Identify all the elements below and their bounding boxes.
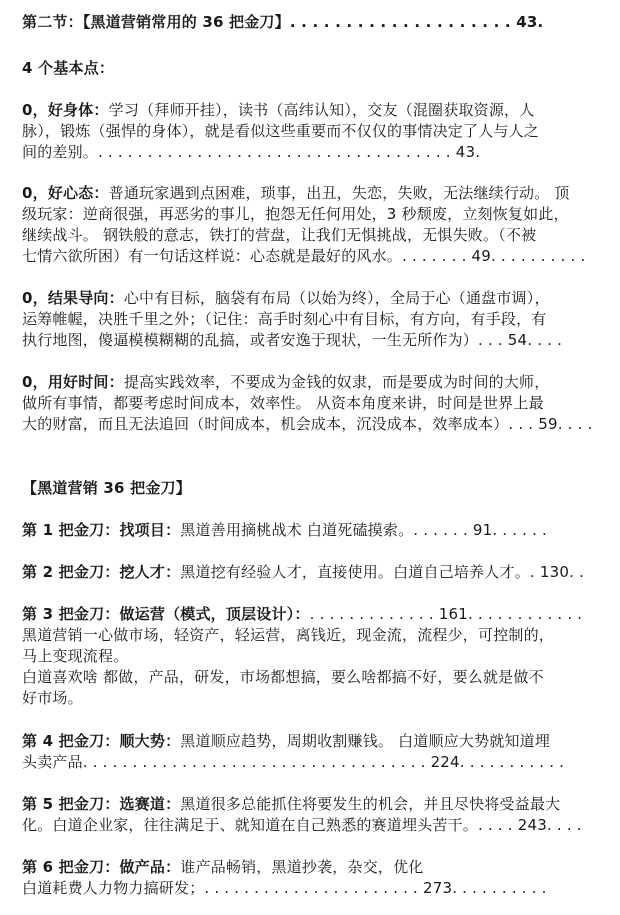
- line-label: 0，好身体：: [22, 101, 109, 119]
- knives-heading: 【黑道营销 36 把金刀】: [22, 479, 191, 497]
- line-label: 第 4 把金刀：顺大势：: [22, 732, 181, 750]
- knife-3-line: 马上变现流程。: [22, 647, 129, 665]
- knife-4-line: 头卖产品. . . . . . . . . . . . . . . . . . . . . . . . . . . . . . . . . . . 224. . . . . . . . . . .: [22, 753, 565, 771]
- point-result-line: 0，结果导向：心中有目标，脑袋有布局（以始为终），全局于心（通盘市调），: [22, 289, 550, 307]
- line-label: 第 1 把金刀：找项目：: [22, 521, 181, 539]
- knife-1-line: 第 1 把金刀：找项目：黑道善用摘桃战术 白道死磕摸索。. . . . . . 91. . . . . .: [22, 521, 548, 539]
- knife-2-line: 第 2 把金刀：挖人才：黑道挖有经验人才，直接使用。白道自己培养人才。. 130. .: [22, 563, 584, 581]
- point-time-line: 做所有事情，都要考虑时间成本，效率性。 从资本角度来讲，时间是世界上最: [22, 394, 544, 412]
- point-body-line: 0，好身体：学习（拜师开挂），读书（高纬认知），交友（混圈获取资源，人: [22, 101, 535, 119]
- knife-3-line: 黑道营销一心做市场，轻资产，轻运营，离钱近，现金流，流程少，可控制的，: [22, 626, 555, 644]
- point-result-line: 运筹帷幄，决胜千里之外；（记住：高手时刻心中有目标，有方向，有手段，有: [22, 310, 547, 328]
- knife-3-line: 好市场。: [22, 689, 83, 707]
- point-body-line: 脉），锻炼（强悍的身体），就是看似这些重要而不仅仅的事情决定了人与人之: [22, 122, 540, 140]
- line-label: 第 3 把金刀：做运营（模式，顶层设计）：: [22, 605, 310, 623]
- line-label: 第 2 把金刀：挖人才：: [22, 563, 181, 581]
- point-mind-line: 七情六欲所困）有一句话这样说：心态就是最好的风水。. . . . . . . 49. . . . . . . . . .: [22, 247, 586, 265]
- point-mind-line: 级玩家：逆商很强，再恶劣的事儿，抱怨无任何用处，3 秒颓废，立刻恢复如此，: [22, 205, 569, 223]
- line-label: 第 6 把金刀：做产品：: [22, 858, 181, 876]
- line-label: 第 5 把金刀：选赛道：: [22, 795, 181, 813]
- knife-3-line: 白道喜欢啥 都做，产品，研发，市场都想搞，要么啥都搞不好，要么就是做不: [22, 668, 544, 686]
- point-body-line: 间的差别。. . . . . . . . . . . . . . . . . . . . . . . . . . . . . . . . . . . . 43.: [22, 143, 481, 161]
- point-time-line: 大的财富，而且无法追回（时间成本，机会成本，沉没成本，效率成本）. . . 59. . . .: [22, 415, 593, 433]
- line-label: 0，用好时间：: [22, 373, 124, 391]
- knife-3-line: 第 3 把金刀：做运营（模式，顶层设计）：. . . . . . . . . . . . . 161. . . . . . . . . . . .: [22, 605, 583, 623]
- point-time-line: 0，用好时间：提高实践效率，不要成为金钱的奴隶，而是要成为时间的大师，: [22, 373, 550, 391]
- line-label: 0，结果导向：: [22, 289, 124, 307]
- knife-6-line: 第 6 把金刀：做产品：谁产品畅销，黑道抄袭，杂交，优化: [22, 858, 424, 876]
- section-heading: 第二节：【黑道营销常用的 36 把金刀】. . . . . . . . . . . . . . . . . . . . 43.: [22, 13, 544, 31]
- basic-points-heading: 4 个基本点：: [22, 59, 115, 77]
- point-mind-line: 继续战斗。 钢铁般的意志，铁打的营盘，让我们无惧挑战，无惧失败。（不被: [22, 226, 537, 244]
- point-result-line: 执行地图，傻逼模模糊糊的乱搞，或者安逸于现状，一生无所作为）. . . 54. . . .: [22, 331, 563, 349]
- knife-6-line: 白道耗费人力物力搞研发；. . . . . . . . . . . . . . . . . . . . . . 273. . . . . . . . . .: [22, 879, 547, 897]
- knife-5-line: 化。白道企业家，往往满足于、就知道在自己熟悉的赛道埋头苦干。. . . . 243. . . .: [22, 816, 582, 834]
- line-label: 0，好心态：: [22, 184, 109, 202]
- knife-5-line: 第 5 把金刀：选赛道：黑道很多总能抓住将要发生的机会，并且尽快将受益最大: [22, 795, 561, 813]
- knife-4-line: 第 4 把金刀：顺大势：黑道顺应趋势，周期收割赚钱。 白道顺应大势就知道埋: [22, 732, 551, 750]
- point-mind-line: 0，好心态：普通玩家遇到点困难，琐事，出丑，失恋，失败，无法继续行动。 顶: [22, 184, 570, 202]
